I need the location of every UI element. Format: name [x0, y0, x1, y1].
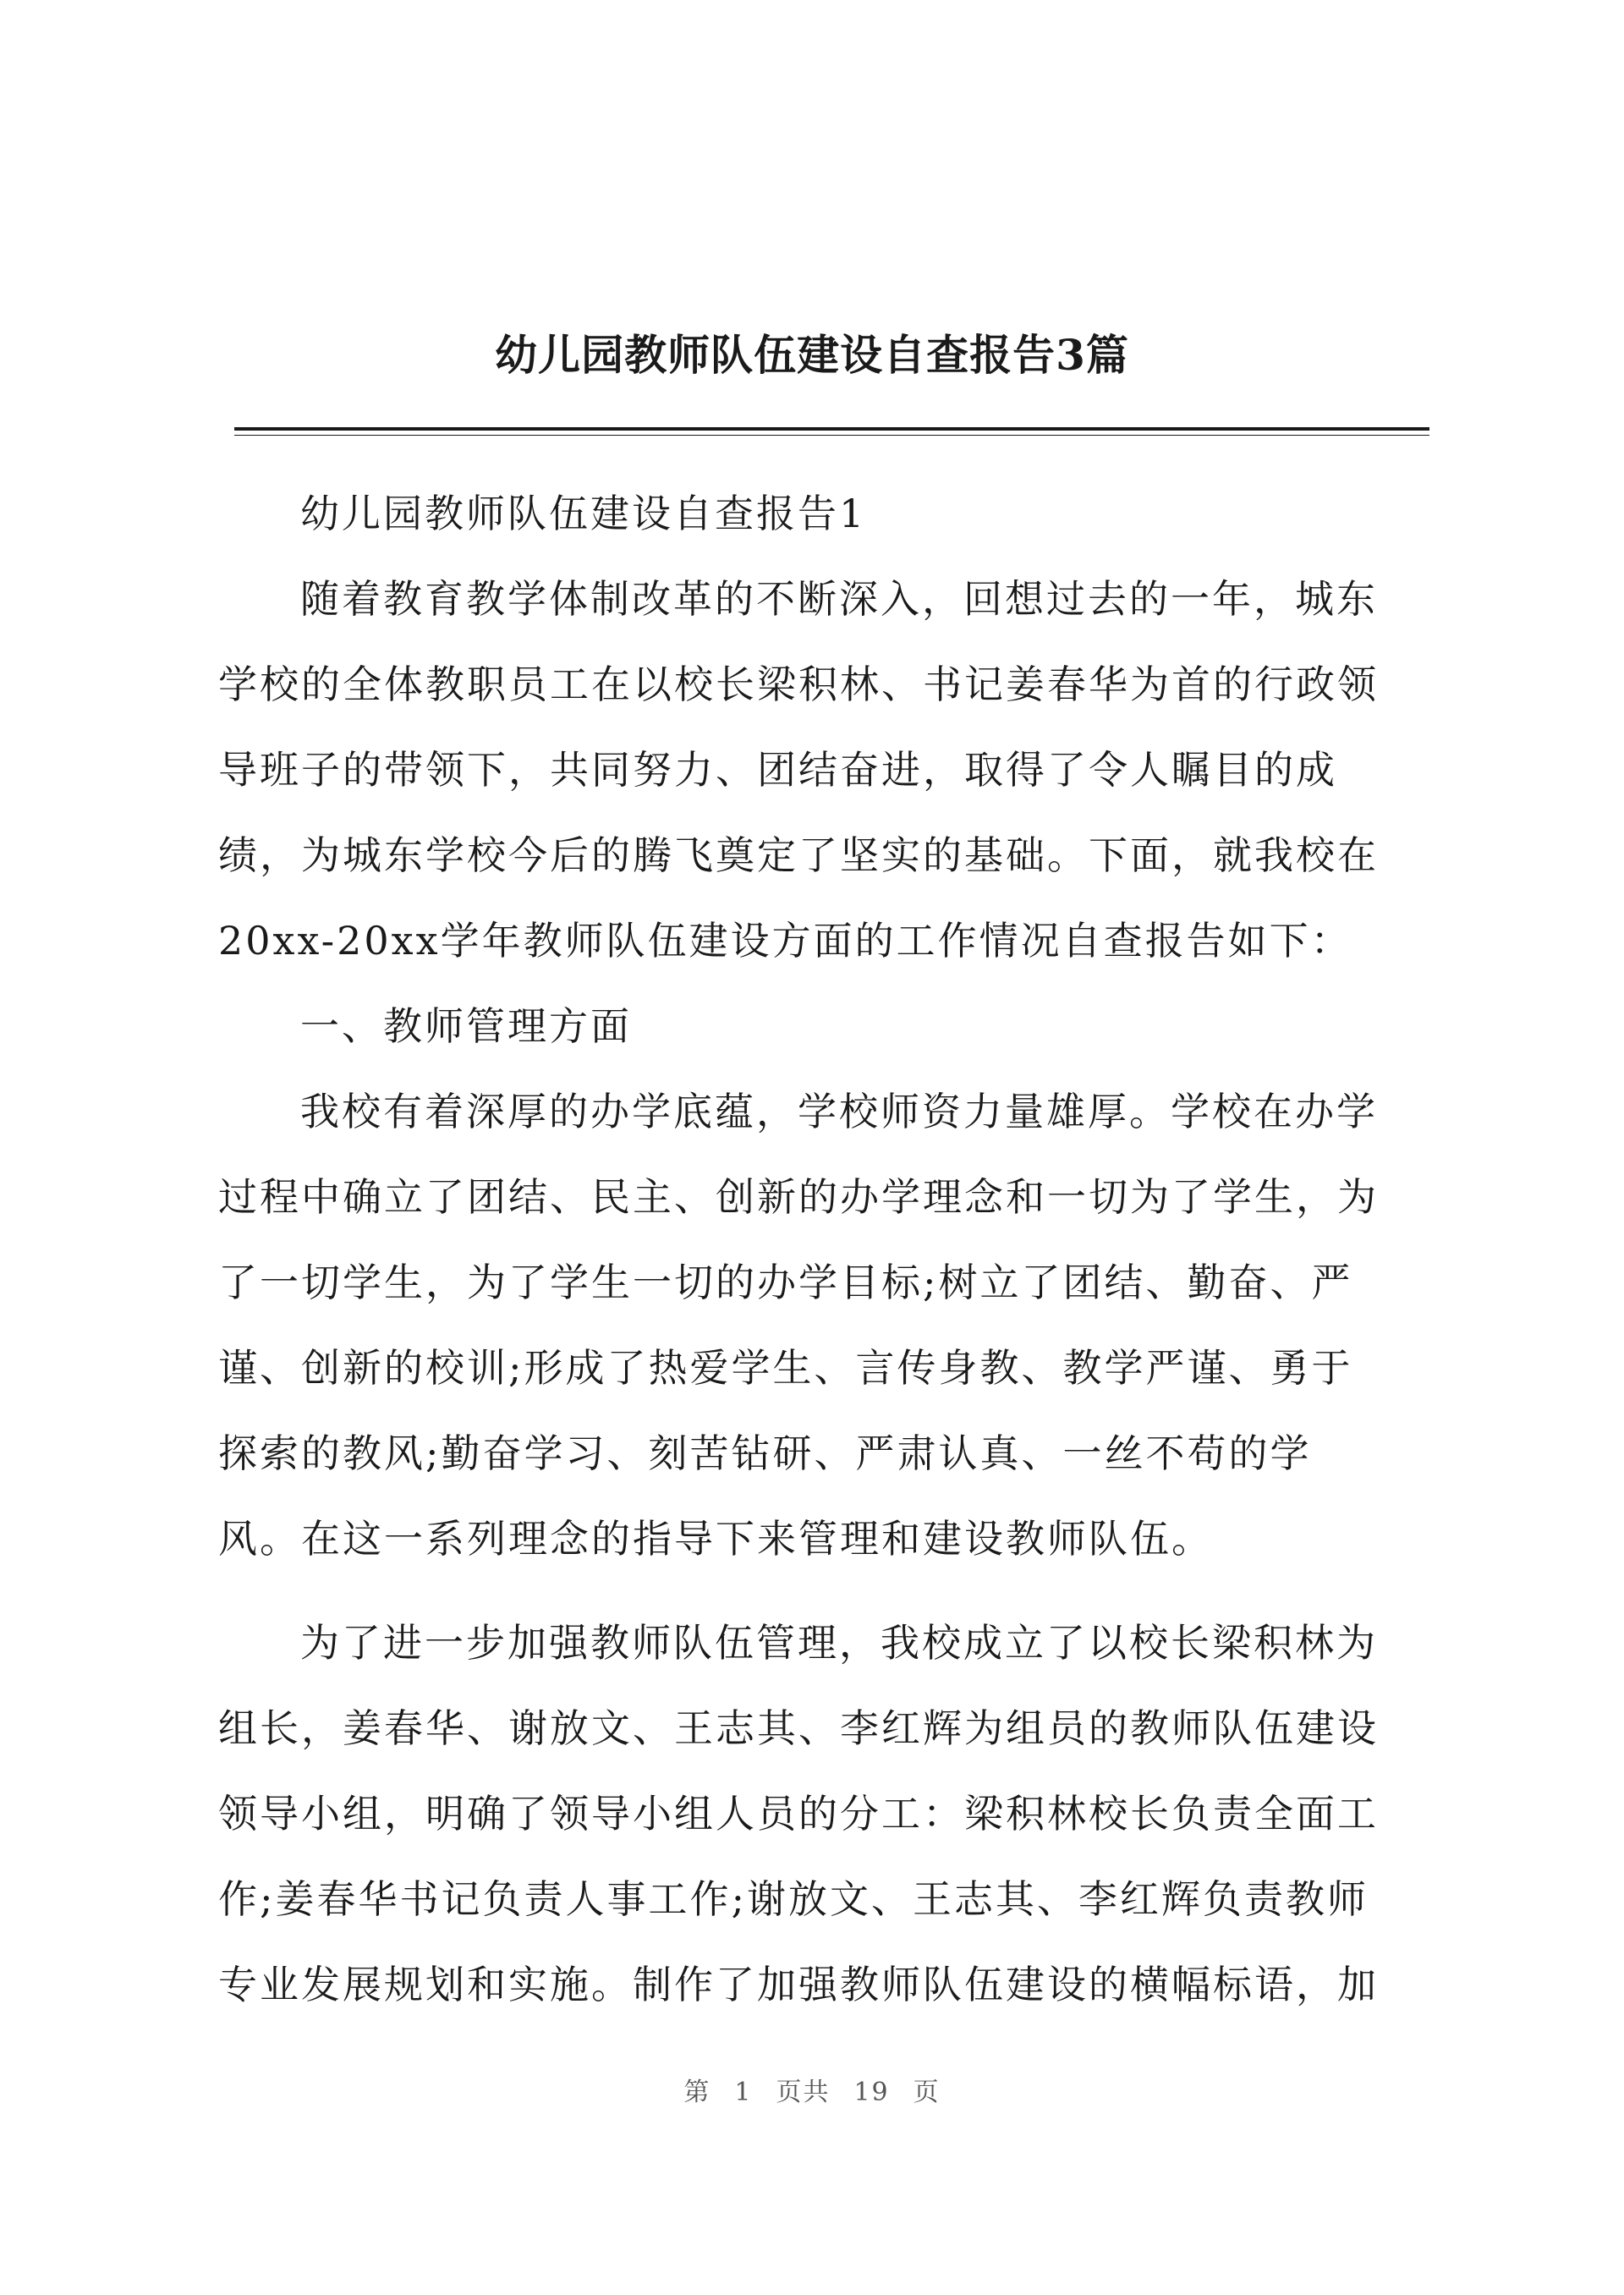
section-title-report-1: 幼儿园教师队伍建设自查报告1	[300, 491, 867, 536]
title-divider-thin	[234, 435, 1429, 436]
paragraph-gap	[218, 1582, 1436, 1600]
paragraph-line: 领导小组，明确了领导小组人员的分工：梁积林校长负责全面工	[218, 1791, 1379, 1837]
footer-middle: 页共	[776, 2078, 831, 2107]
document-title: 幼儿园教师队伍建设自查报告3篇	[495, 330, 1129, 380]
paragraph-line: 20xx-20xx学年教师队伍建设方面的工作情况自查报告如下：	[218, 918, 1352, 964]
paragraph-line: 组长，姜春华、谢放文、王志其、李红辉为组员的教师队伍建设	[218, 1705, 1379, 1751]
paragraph-line: 作;姜春华书记负责人事工作;谢放文、王志其、李红辉负责教师	[218, 1876, 1369, 1922]
footer-current-page: 1	[734, 2078, 753, 2107]
section-heading-teacher-management: 一、教师管理方面	[300, 1003, 632, 1049]
paragraph-line: 随着教育教学体制改革的不断深入，回想过去的一年，城东	[300, 576, 1378, 622]
paragraph-line: 绩，为城东学校今后的腾飞奠定了坚实的基础。下面，就我校在	[218, 832, 1379, 878]
paragraph-line: 了一切学生，为了学生一切的办学目标;树立了团结、勤奋、严	[218, 1260, 1353, 1305]
paragraph-line: 导班子的带领下，共同努力、团结奋进，取得了令人瞩目的成	[218, 747, 1337, 793]
paragraph-line: 专业发展规划和实施。制作了加强教师队伍建设的横幅标语，加	[218, 1962, 1379, 2007]
footer-suffix: 页	[913, 2078, 941, 2107]
paragraph-line: 探索的教风;勤奋学习、刻苦钻研、严肃认真、一丝不苟的学	[218, 1430, 1312, 1476]
paragraph-line: 谨、创新的校训;形成了热爱学生、言传身教、教学严谨、勇于	[218, 1345, 1353, 1391]
paragraph-line: 为了进一步加强教师队伍管理，我校成立了以校长梁积林为	[300, 1620, 1378, 1666]
footer-prefix: 第	[683, 2078, 711, 2107]
footer-total-pages: 19	[853, 2078, 890, 2107]
paragraph-line: 我校有着深厚的办学底蕴，学校师资力量雄厚。学校在办学	[300, 1089, 1378, 1134]
paragraph-line: 风。在这一系列理念的指导下来管理和建设教师队伍。	[218, 1516, 1213, 1562]
paragraph-line: 过程中确立了团结、民主、创新的办学理念和一切为了学生，为	[218, 1174, 1379, 1220]
document-body	[218, 471, 1436, 2028]
title-divider-thick	[234, 427, 1429, 431]
paragraph-line: 学校的全体教职员工在以校长梁积林、书记姜春华为首的行政领	[218, 662, 1379, 707]
page-footer	[0, 2071, 1624, 2108]
